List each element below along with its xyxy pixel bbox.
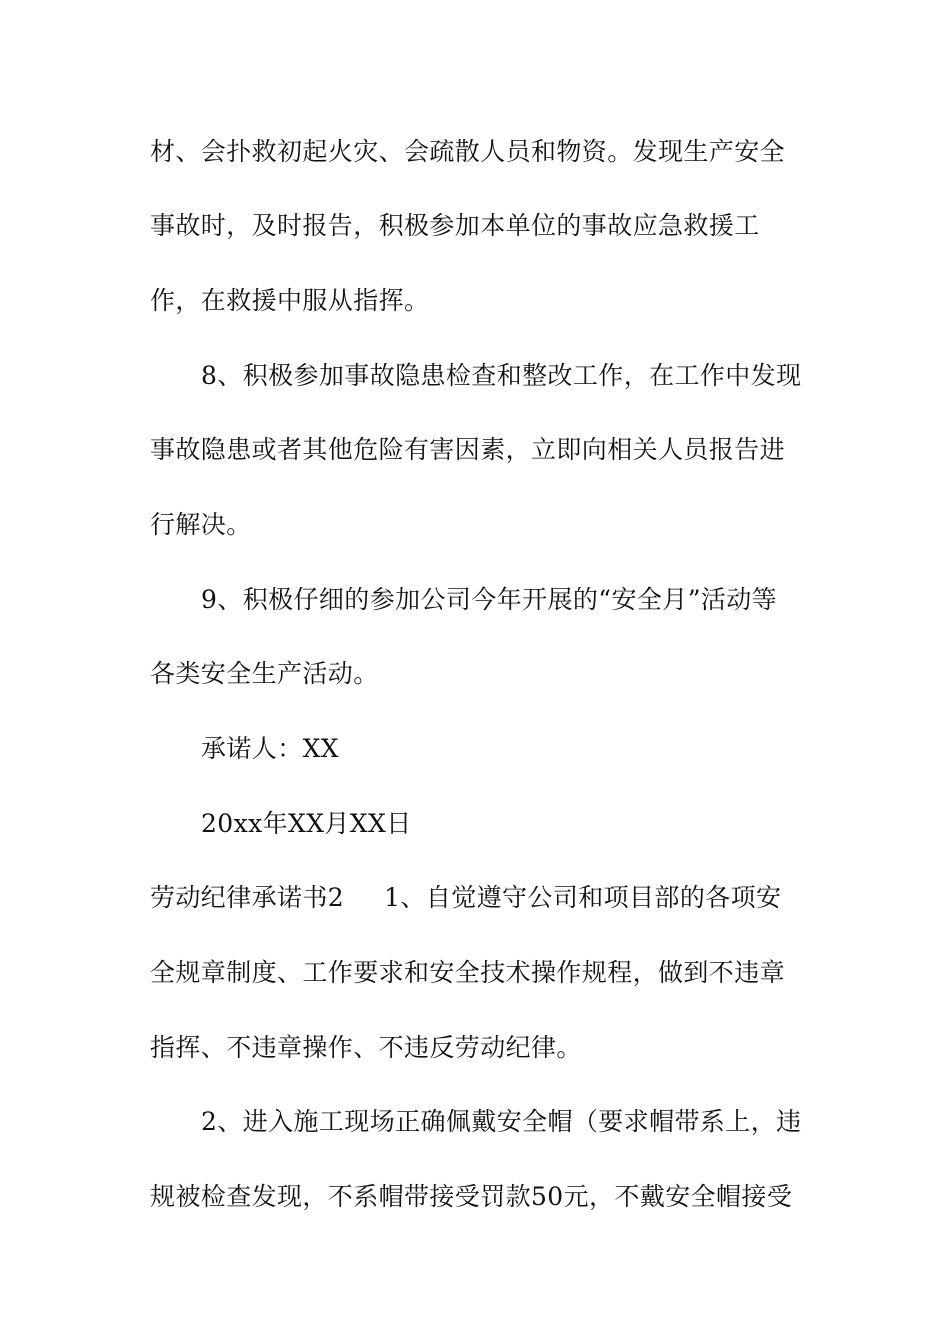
signatory-line: 承诺人：XX [201,734,339,763]
text-line: 1、自觉遵守公司和项目部的各项安 [384,883,782,912]
section-heading: 劳动纪律承诺书2 [150,883,345,912]
text-line: 8、积极参加事故隐患检查和整改工作，在工作中发现 [201,361,802,390]
text-line: 全规章制度、工作要求和安全技术操作规程，做到不违章 [150,958,786,987]
text-line: 2、进入施工现场正确佩戴安全帽（要求帽带系上，违 [201,1107,802,1136]
text-line: 指挥、不违章操作、不违反劳动纪律。 [150,1033,582,1062]
section-heading-line [150,881,810,915]
text-line: 事故时，及时报告，积极参加本单位的事故应急救援工 [150,211,760,240]
text-line: 9、积极仔细的参加公司今年开展的“安全月”活动等 [201,585,778,614]
text-line: 各类安全生产活动。 [150,659,379,688]
text-line: 规被检查发现，不系帽带接受罚款50元，不戴安全帽接受 [150,1182,793,1211]
text-line: 事故隐患或者其他危险有害因素，立即向相关人员报告进 [150,435,786,464]
date-line: 20xx年XX月XX日 [201,809,412,838]
text-line: 材、会扑救初起火灾、会疏散人员和物资。发现生产安全 [150,137,786,166]
text-line: 作，在救援中服从指挥。 [150,286,430,315]
text-line: 行解决。 [150,510,252,539]
